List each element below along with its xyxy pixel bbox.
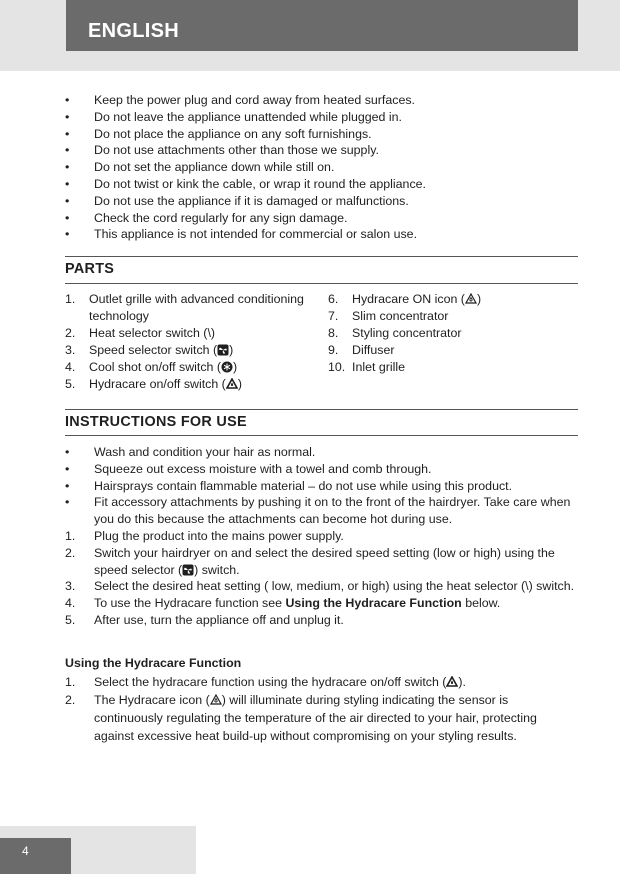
hydracare-on-icon xyxy=(210,694,222,706)
heat-icon: \ xyxy=(525,579,529,594)
instructions-list xyxy=(0,444,620,629)
parts-top-rule xyxy=(65,256,578,257)
hydracare-subheading: Using the Hydracare Function xyxy=(65,656,242,670)
parts-item: 2. Heat selector switch (\) xyxy=(65,326,216,340)
hydracare-steps xyxy=(0,674,620,745)
page-number: 4 xyxy=(22,844,29,858)
list-item: • Fit accessory attachments by pushing it on to the front of the hairdryer. Take care when you do this because the attachments can become hot during use. xyxy=(65,495,571,527)
fan-icon xyxy=(217,344,229,356)
step-item: 1. Select the hydracare function using the hydracare on/off switch ( ). xyxy=(65,675,466,689)
step-item: 5. After use, turn the appliance off and unplug it. xyxy=(65,612,344,627)
step-item: 3. Select the desired heat setting ( low, medium, or high) using the heat selector (\) switch. xyxy=(65,579,575,594)
parts-item: 6. Hydracare ON icon ( ) xyxy=(328,292,482,306)
safety-list xyxy=(0,92,620,243)
hydracare-icon xyxy=(226,378,238,390)
list-item: • Do not leave the appliance unattended while plugged in. xyxy=(65,109,402,124)
step-item: 2. Switch your hairdryer on and select the desired speed setting (low or high) using the speed selector ( ) switch. xyxy=(65,545,555,577)
list-item: • Do not place the appliance on any soft furnishings. xyxy=(65,126,372,141)
list-item: • Squeeze out excess moisture with a towel and comb through. xyxy=(65,461,432,476)
parts-bottom-rule xyxy=(65,283,578,284)
step-item: 1. Plug the product into the mains power supply. xyxy=(65,528,344,543)
list-item: • Keep the power plug and cord away from heated surfaces. xyxy=(65,93,415,107)
list-item: • Wash and condition your hair as normal. xyxy=(65,445,316,459)
language-tab xyxy=(66,0,578,51)
step-item: 2. The Hydracare icon ( ) will illuminate during styling indicating the sensor is continuously regulating the temperature of the air directed to your hair, protecting against excessive heat build-up without compromising on your styling results. xyxy=(65,692,537,743)
page-number-tab xyxy=(0,838,71,874)
step-item: 4. To use the Hydracare function see Using the Hydracare Function below. xyxy=(65,596,501,611)
list-item: • Do not twist or kink the cable, or wrap it round the appliance. xyxy=(65,176,426,191)
list-item: • Do not set the appliance down while still on. xyxy=(65,160,335,175)
list-item: • This appliance is not intended for commercial or salon use. xyxy=(65,227,418,242)
instructions-heading: INSTRUCTIONS FOR USE xyxy=(65,414,247,430)
fan-icon xyxy=(182,564,194,576)
hydracare-icon xyxy=(446,676,458,688)
instructions-top-rule xyxy=(65,409,578,410)
parts-item: 4. Cool shot on/off switch ( ) xyxy=(65,360,238,374)
snowflake-icon xyxy=(221,361,233,373)
parts-item: 10. Inlet grille xyxy=(328,360,406,374)
parts-item: 3. Speed selector switch ( ) xyxy=(65,343,234,357)
parts-item: 7. Slim concentrator xyxy=(328,309,449,323)
parts-item: 5. Hydracare on/off switch ( ) xyxy=(65,377,242,391)
parts-item: 8. Styling concentrator xyxy=(328,326,462,340)
parts-item: 9. Diffuser xyxy=(328,343,395,357)
list-item: • Hairsprays contain flammable material – do not use while using this product. xyxy=(65,478,513,493)
heat-icon: \ xyxy=(207,326,211,340)
parts-list-left xyxy=(65,291,315,393)
parts-list-right xyxy=(328,291,578,376)
language-title: ENGLISH xyxy=(88,20,179,42)
list-item: • Check the cord regularly for any sign damage. xyxy=(65,210,348,225)
parts-item: 1. Outlet grille with advanced conditioning technology xyxy=(65,292,304,323)
instructions-bottom-rule xyxy=(65,435,578,436)
hydracare-on-icon xyxy=(465,293,477,305)
list-item: • Do not use the appliance if it is damaged or malfunctions. xyxy=(65,193,409,208)
list-item: • Do not use attachments other than those we supply. xyxy=(65,143,379,158)
hydracare-reference: Using the Hydracare Function xyxy=(285,596,462,611)
parts-heading: PARTS xyxy=(65,261,115,277)
